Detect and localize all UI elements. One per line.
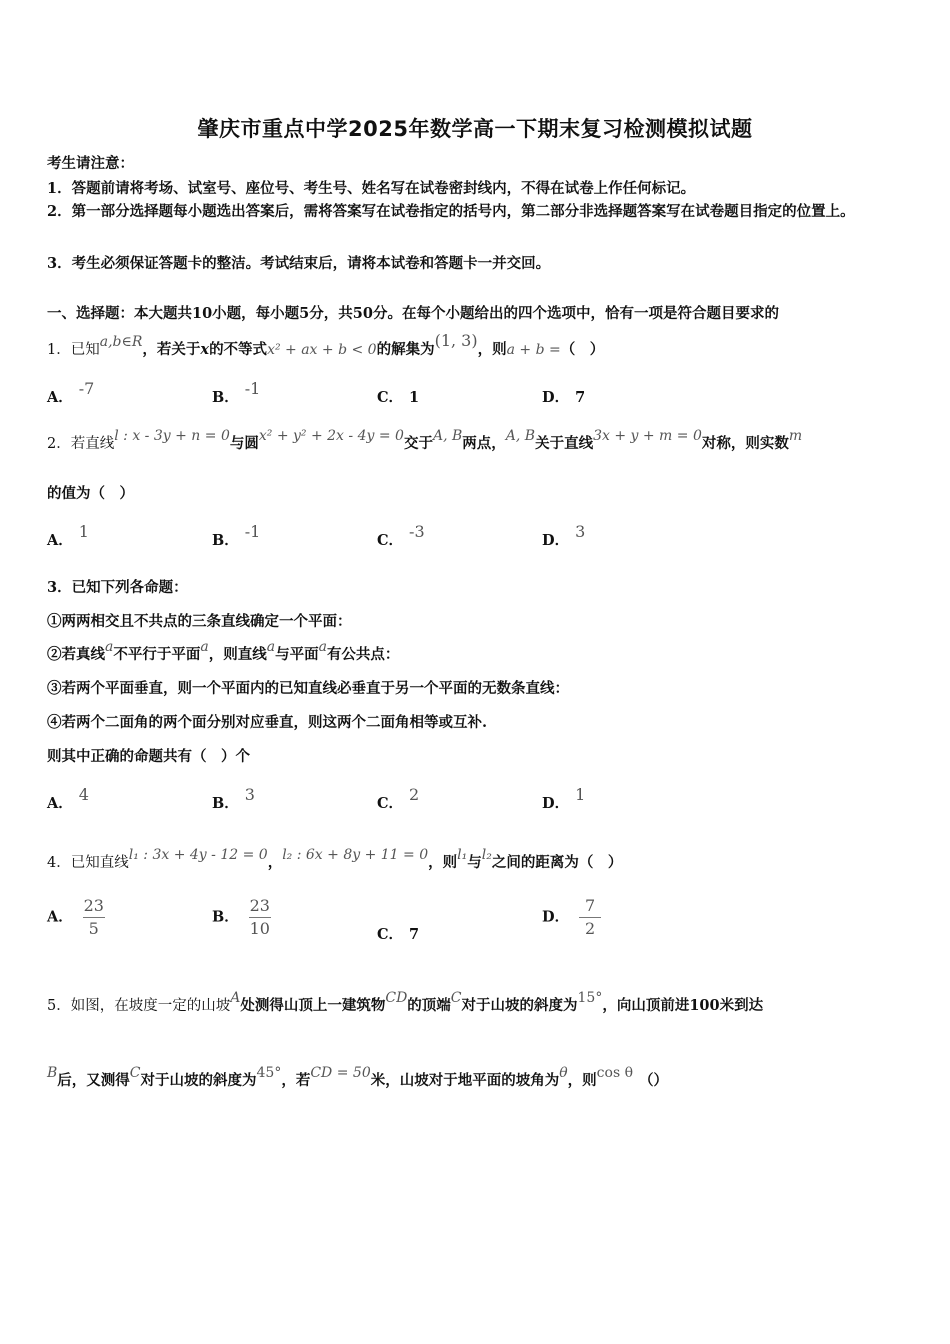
text: ，则直线 [208,646,267,663]
fraction-bar [249,917,271,918]
option-value: 2 [409,785,420,804]
math-var: a [200,639,209,655]
q2-option-c [377,522,425,550]
option-label: D． [542,532,570,549]
q4-option-d [542,897,601,938]
text: 之间的距离为（ ） [491,854,623,871]
fraction-bar [579,917,601,918]
option-label: D． [542,795,570,812]
option-label: A． [47,389,73,406]
page-title: 肇庆市重点中学2025年数学高一下期末复习检测模拟试题 [197,117,753,141]
math-var: l₁ [457,847,468,863]
fraction-numerator: 23 [83,896,104,915]
text: ，则 [428,854,458,871]
proposition-3: ③若两个平面垂直，则一个平面内的已知直线必垂直于另一个平面的无数条直线： [47,680,569,697]
notice-heading: 考生请注意： [47,155,134,172]
text: ，向山顶前进100米到达 [602,997,764,1014]
option-value: -1 [244,522,261,541]
math-point: A [230,990,241,1006]
math-inequality: x² + ax + b < 0 [267,342,377,358]
math-var: a [266,639,276,655]
notice-item-2: 2．第一部分选择题每小题选出答案后，需将答案写在试卷指定的括号内，第二部分非选择题答案写在试卷题目指定的位置上。 [47,203,855,220]
text: 关于直线 [535,435,594,452]
math-interval: (1, 3) [434,331,478,350]
text: ，则 [567,1072,597,1089]
text: 与平面 [275,646,319,663]
q1-option-b [212,379,261,407]
notice-item-1: 1．答题前请将考场、试室号、座位号、考生号、姓名写在试卷密封线内，不得在试卷上作任何标记。 [47,180,696,197]
math-points: A, B [432,428,463,444]
option-value: 3 [575,522,586,541]
question-2-stem [47,428,803,453]
q3-option-a [47,785,89,813]
math-line: 3x + y + m = 0 [593,428,702,444]
text: 与 [467,854,482,871]
math-var: x [200,341,210,358]
math-line-1: l₁ : 3x + 4y - 12 = 0 [128,847,268,863]
proposition-4: ④若两个二面角的两个面分别对应垂直，则这两个二面角相等或互补. [47,714,488,731]
math-var: l₂ [481,847,492,863]
option-fraction [249,897,271,938]
option-value: 1 [409,389,420,406]
option-label: C． [377,532,404,549]
math-expression: a + b = [506,342,561,358]
q1-option-d [542,386,585,407]
question-2-number: 2．若直线 [47,436,115,452]
option-label: A． [47,795,73,812]
option-label: B． [212,532,239,549]
text: ，则 [477,341,507,358]
option-value: -3 [409,522,425,541]
option-label: C． [377,926,404,943]
question-5-stem-cont [47,1065,669,1090]
text: 交于 [403,435,433,452]
text: 不平行于平面 [113,646,201,663]
question-1-number: 1．已知 [47,342,100,358]
question-3-ask: 则其中正确的命题共有（ ）个 [47,748,250,765]
q3-option-b [212,785,255,813]
text: （ ） [560,341,605,358]
option-label: A． [47,908,73,926]
text: 的顶端 [407,997,451,1014]
text: ②若真线 [47,646,105,663]
text: （） [639,1072,669,1089]
notice-item-3: 3．考生必须保证答题卡的整洁。考试结束后，请将本试卷和答题卡一并交回。 [47,255,551,272]
math-condition: a,b∈R [99,334,143,350]
option-value: -7 [78,379,95,398]
option-value: 4 [78,785,89,804]
option-label: B． [212,795,239,812]
fraction-numerator: 7 [584,896,596,915]
text: 处测得山顶上一建筑物 [240,997,386,1014]
q1-option-c [377,386,419,407]
fraction-bar [83,917,105,918]
proposition-1: ①两两相交且不共点的三条直线确定一个平面： [47,613,352,630]
text: 的不等式 [209,341,268,358]
fraction-denominator: 5 [88,919,99,938]
question-3-stem: 3．已知下列各命题： [47,579,188,596]
q1-option-a [47,379,95,407]
text: ，若关于 [142,341,201,358]
text: ，若 [281,1072,311,1089]
proposition-2 [47,639,400,664]
question-2-tail: 的值为（ ） [47,485,134,502]
text: 对于山坡的斜度为 [461,997,578,1014]
q2-option-b [212,522,261,550]
option-value: 1 [78,522,89,541]
option-label: B． [212,908,239,926]
math-circle: x² + y² + 2x - 4y = 0 [258,428,404,444]
option-value: 3 [244,785,255,804]
math-point: C [129,1065,141,1081]
math-angle: 45° [256,1065,282,1081]
option-value: 7 [409,926,420,943]
text: 有公共点： [326,646,400,663]
text: 对称，则实数 [701,435,789,452]
q2-option-a [47,522,89,550]
text: 米，山坡对于地平面的坡角为 [370,1072,560,1089]
text: 两点， [462,435,506,452]
fraction-denominator: 2 [584,919,596,938]
question-5-stem [47,990,764,1015]
math-var: θ [559,1065,568,1081]
fraction-numerator: 23 [249,896,270,915]
q3-option-c [377,785,420,813]
section-heading: 一、选择题：本大题共10小题，每小题5分，共50分。在每个小题给出的四个选项中，恰有一项是符合题目要求的 [47,305,779,322]
option-value: 7 [575,389,586,406]
question-4-number: 4．已知直线 [47,855,129,871]
text: 与圆 [229,435,259,452]
text: 后，又测得 [57,1072,130,1089]
q4-option-a [47,897,105,938]
option-label: C． [377,795,404,812]
text: ， [267,854,283,871]
math-var: a [105,639,114,655]
question-4-stem [47,847,623,872]
option-label: A． [47,532,73,549]
math-var: a [318,639,327,655]
math-var: m [788,428,803,444]
q2-option-d [542,522,586,550]
option-label: C． [377,389,404,406]
math-point: C [450,990,462,1006]
text: 的解集为 [376,341,435,358]
option-label: D． [542,908,570,926]
math-point: B [47,1065,58,1081]
option-label: B． [212,389,239,406]
math-equation: CD = 50 [310,1065,371,1081]
option-label: D． [542,389,570,406]
text: 对于山坡的斜度为 [140,1072,257,1089]
math-angle: 15° [577,990,603,1006]
q4-option-c [377,923,419,944]
q3-option-d [542,785,586,813]
option-fraction [83,897,105,938]
option-fraction [579,897,601,938]
question-5-number: 5．如图，在坡度一定的山坡 [47,998,231,1014]
math-segment: CD [385,990,408,1006]
q4-option-b [212,897,271,938]
question-1-stem [47,331,605,359]
option-value: 1 [575,785,586,804]
math-line-2: l₂ : 6x + 8y + 11 = 0 [282,847,429,863]
math-expression: cos θ [596,1065,634,1081]
math-points: A, B [505,428,536,444]
math-line: l : x - 3y + n = 0 [114,428,230,444]
option-value: -1 [244,379,261,398]
fraction-denominator: 10 [249,919,270,938]
